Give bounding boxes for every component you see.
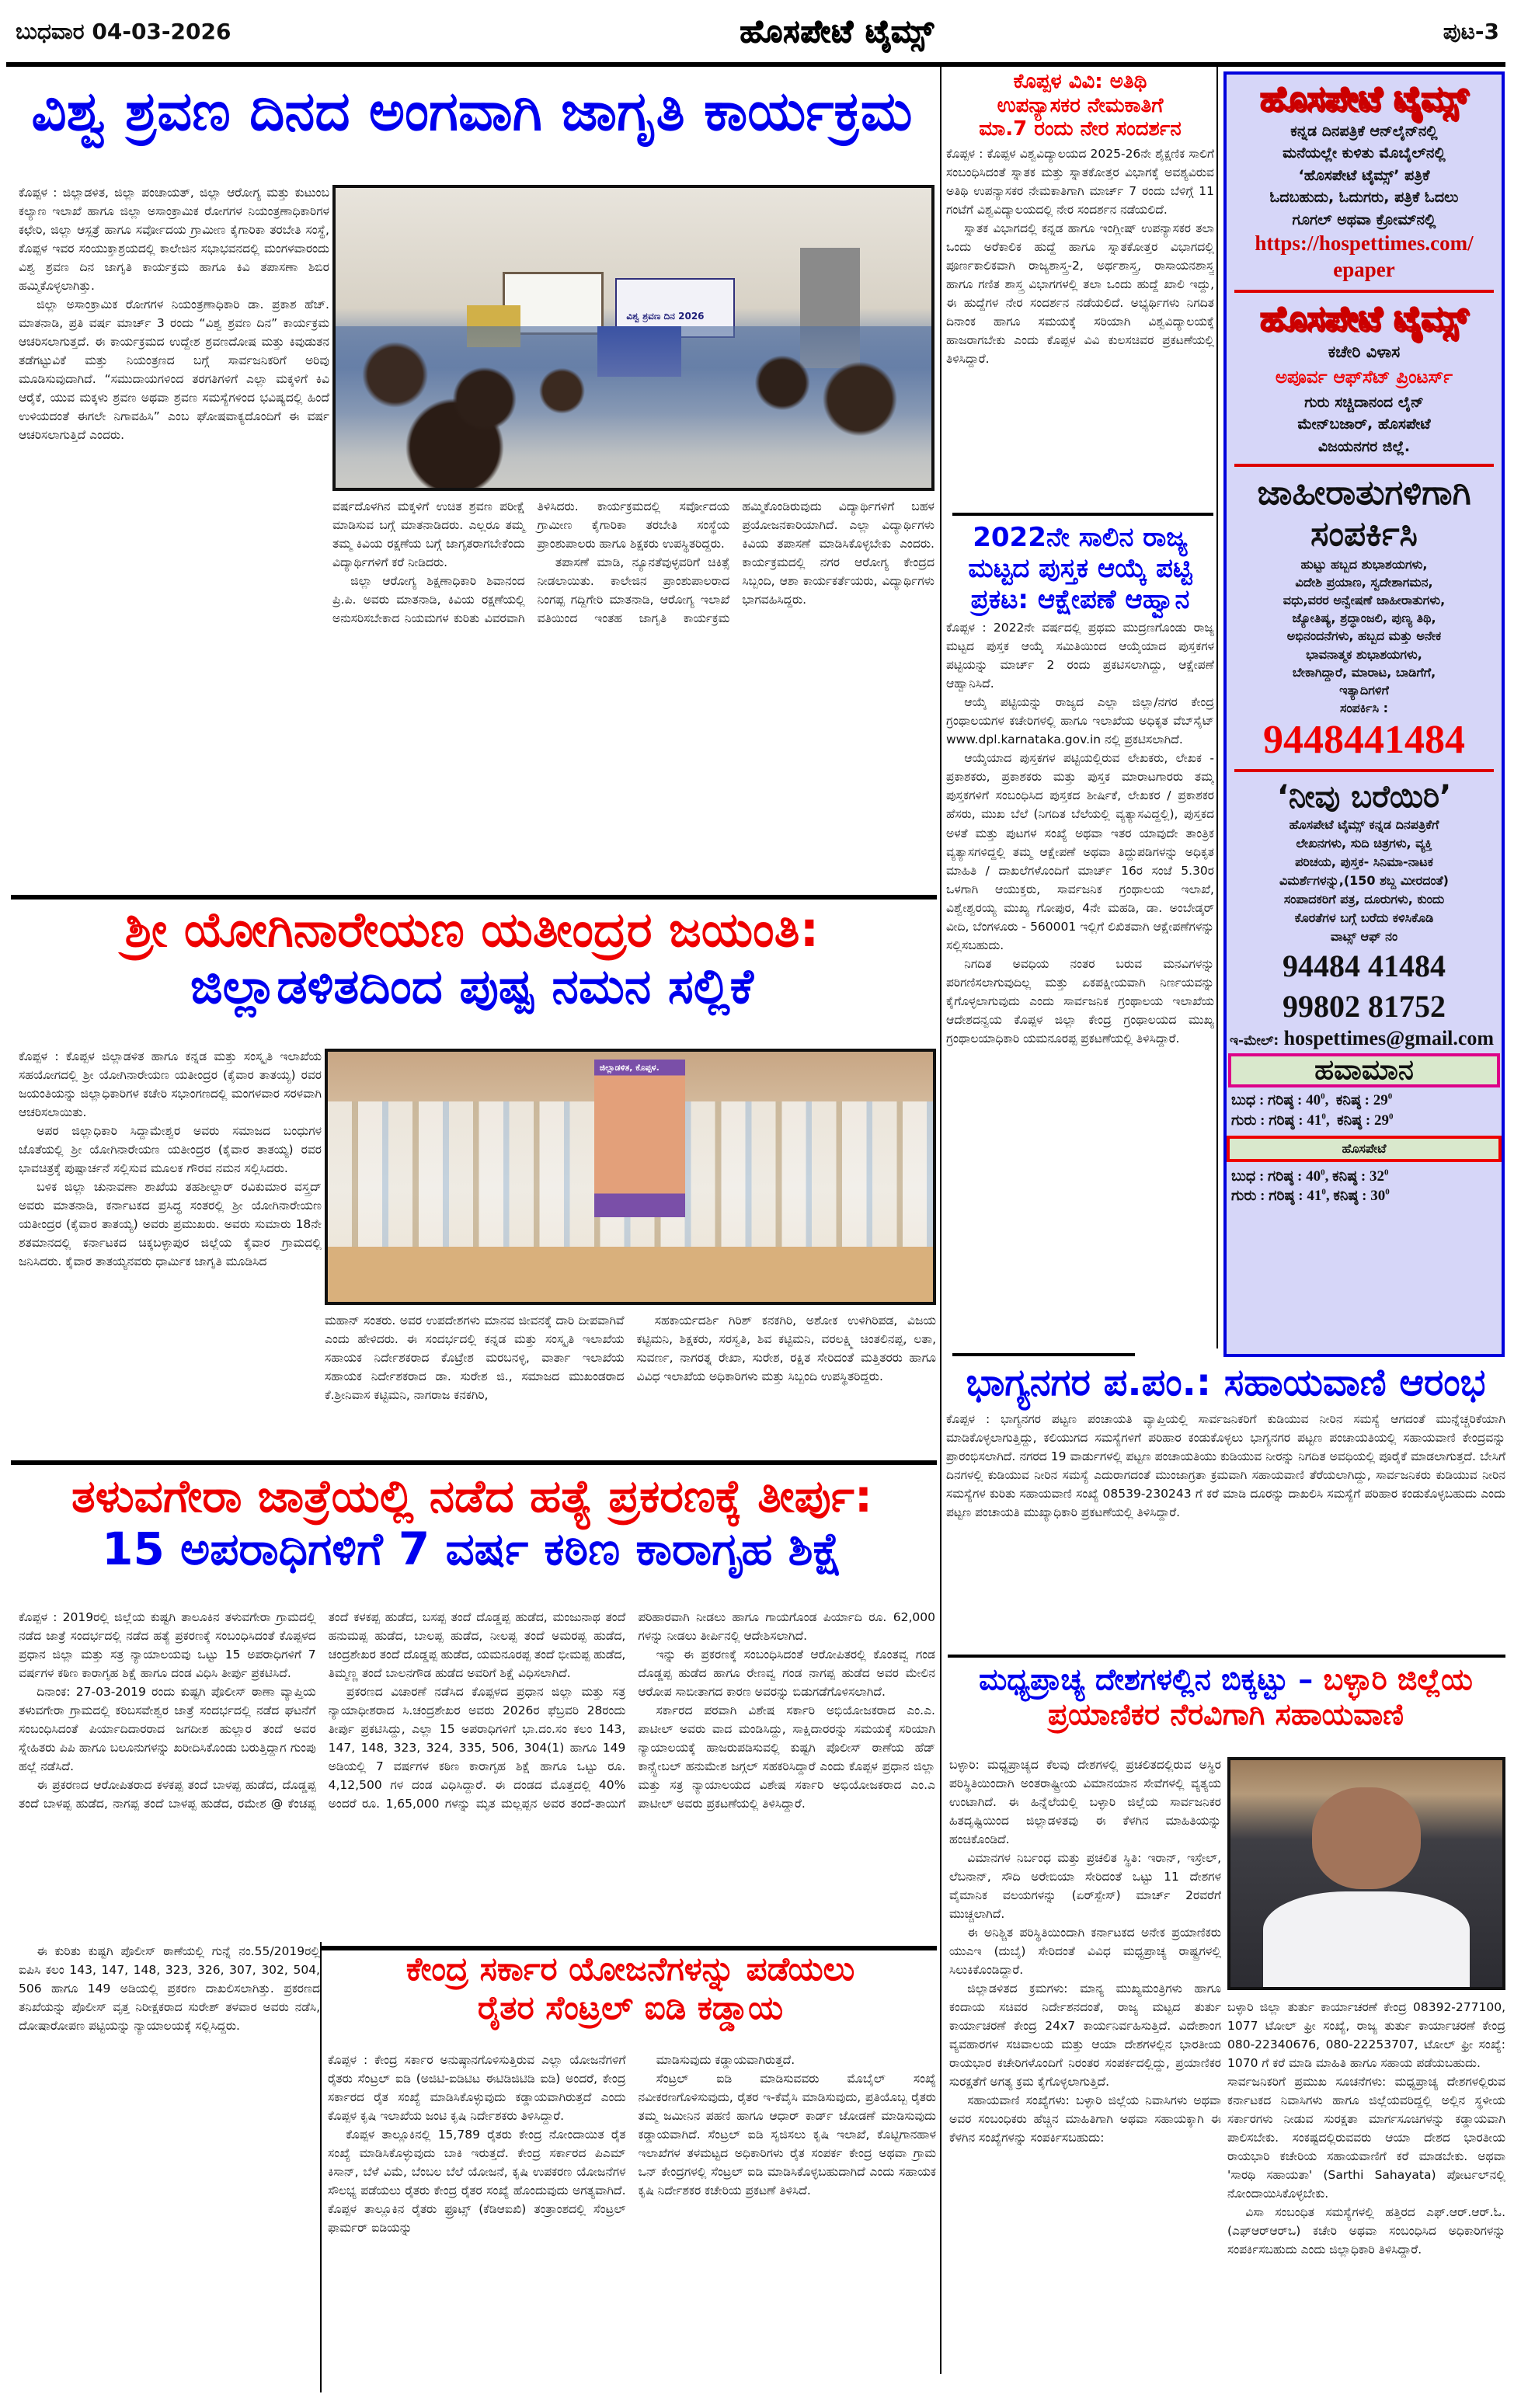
paragraph: ಸಾರ್ವಜನಿಕರಿಗೆ ಪ್ರಮುಖ ಸೂಚನೆಗಳು: ಮಧ್ಯಪ್ರಾಚ್ಯ ದೇಶಗಳಲ್ಲಿರುವ ಕರ್ನಾಟಕದ ನಿವಾಸಿಗಳು ಹಾಗೂ ಜಿಲ್ಲೆಯವರಿದ್ದಲ್ಲಿ ಅಲ್ಲಿನ ಸ್ಥಳೀಯ ಸರ್ಕಾರಗಳು ನೀಡುವ ಸುರಕ್ಷತಾ ಮಾರ್ಗಸೂಚಿಗಳನ್ನು ಕಡ್ಡಾಯವಾಗಿ ಪಾಲಿಸಬೇಕು. ಸಂಕಷ್ಟದಲ್ಲಿರುವವರು ಆಯಾ ದೇಶದ ಭಾರತೀಯ ರಾಯಭಾರಿ ಕಚೇರಿಯ ಸಹಾಯವಾಣಿಗೆ ಕರೆ ಮಾಡಬೇಕು. ಅಥವಾ 'ಸಾರಥಿ ಸಹಾಯತಾ' (Sarthi Sahayata) ಪೋರ್ಟಲ್‌ನಲ್ಲಿ ನೋಂದಾಯಿಸಿಕೊಳ್ಳಬೇಕು. bbox=[1227, 2075, 1505, 2201]
column-divider bbox=[1216, 67, 1218, 1348]
ads-title: ಜಾಹೀರಾತುಗಳಿಗಾಗಿ bbox=[1257, 473, 1471, 513]
column-divider bbox=[320, 1942, 322, 2392]
weather-panel bbox=[1227, 1053, 1502, 1206]
paragraph: ಮಾಡಿಸುವುದು ಕಡ್ಡಾಯವಾಗಿರುತ್ತದೆ. bbox=[656, 2053, 795, 2067]
ads-title: ಸಂಪರ್ಕಿಸಿ bbox=[1310, 513, 1418, 554]
write-to-us bbox=[1227, 778, 1502, 1050]
article-body bbox=[19, 1608, 935, 1942]
paragraph: ಕೊಪ್ಪಳ : ಜಿಲ್ಲಾಡಳಿತ, ಜಿಲ್ಲಾ ಪಂಚಾಯತ್, ಜಿಲ್ಲಾ ಆರೋಗ್ಯ ಮತ್ತು ಕುಟುಂಬ ಕಲ್ಯಾಣ ಇಲಾಖೆ ಹಾಗೂ ಜಿಲ್ಲಾ ಅಸಾಂಕ್ರಾಮಿಕ ರೋಗಗಳ ನಿಯಂತ್ರಣಾಧಿಕಾರಿಗಳ ಕಛೇರಿ, ಜಿಲ್ಲಾ ಆಸ್ಪತ್ರೆ ಹಾಗೂ ಸರ್ವೋದಯ ಗ್ರಾಮೀಣ ಕೈಗಾರಿಕಾ ತರಬೇತಿ ಸಂಸ್ಥೆ, ಕೊಪ್ಪಳ ಇವರ ಸಂಯುಕ್ತಾಶ್ರಯದಲ್ಲಿ ಕಾಲೇಜಿನ ಸಭಾಭವನದಲ್ಲಿ ಮಂಗಳವಾರಂದು ವಿಶ್ವ ಶ್ರವಣ ದಿನ ಜಾಗೃತಿ ಕಾರ್ಯಕ್ರಮ ಹಾಗೂ ಕಿವಿ ತಪಾಸಣಾ ಶಿಬಿರ ಹಮ್ಮಿಕೊಳ್ಳಲಾಗಿತ್ತು. bbox=[19, 186, 329, 294]
headline-line2: ಉಪನ್ಯಾಸಕರ ನೇಮಕಾತಿಗೆ bbox=[997, 93, 1164, 117]
paragraph: ಕೊಪ್ಪಳ : ಭಾಗ್ಯನಗರ ಪಟ್ಟಣ ಪಂಚಾಯತಿ ವ್ಯಾಪ್ತಿಯಲ್ಲಿ ಸಾರ್ವಜನಿಕರಿಗೆ ಕುಡಿಯುವ ನೀರಿನ ಸಮಸ್ಯೆ ಆಗದಂತೆ ಮುನ್ನೆಚ್ಚರಿಕೆಯಾಗಿ ಮಾಡಿಕೊಳ್ಳಲಾಗುತ್ತಿದ್ದು, ಕಲಿಯುಗದ ಸಮಸ್ಯೆಗಳಿಗೆ ಪರಿಹಾರ ಕಂಡುಕೊಳ್ಳಲು ಭಾಗ್ಯನಗರ ಪಟ್ಟಣ ಪಂಚಾಯತಿಯಲ್ಲಿ ಸಹಾಯವಾಣಿ ಕೇಂದ್ರವನ್ನು ಪ್ರಾರಂಭಿಸಲಾಗಿದೆ. ನಗರದ 19 ವಾರ್ಡುಗಳಲ್ಲಿ ಪಟ್ಟಣ ಪಂಚಾಯತಿಯು ಕುಡಿಯುವ ನೀರನ್ನು ನಿಗದಿತ ಅವಧಿಯಲ್ಲಿ ಪೂರೈಕೆ ಮಾಡಲಾಗುತ್ತದೆ. ಬೇಸಿಗೆ ದಿನಗಳಲ್ಲಿ ಕುಡಿಯುವ ನೀರಿನ ಸಮಸ್ಯೆ ಎದುರಾಗದಂತೆ ಮುಂಜಾಗ್ರತಾ ಕ್ರಮವಾಗಿ ಸಹಾಯವಾಣಿ ತೆರೆಯಲಾಗಿದ್ದು, ಸಾರ್ವಜನಿಕರು ಕುಡಿಯುವ ನೀರಿನ ಸಮಸ್ಯೆಗಳ ಕುರಿತು ಸಹಾಯವಾಣಿ ಸಂಖ್ಯೆ 08539-230243 ಗೆ ಕರೆ ಮಾಡಿ ದೂರನ್ನು ದಾಖಲಿಸಿ ಸಮಸ್ಯೆಗೆ ಪರಿಹಾರ ಕಂಡುಕೊಳ್ಳಬಹುದು ಎಂದು ಪಟ್ಟಣ ಪಂಚಾಯತಿ ಮುಖ್ಯಾಧಿಕಾರಿ ಪ್ರಕಟಣೆಯಲ್ಲಿ ತಿಳಿಸಿದ್ದಾರೆ. bbox=[946, 1411, 1505, 1519]
section-divider bbox=[1234, 769, 1494, 772]
promo-line: ಮನೆಯಲ್ಲೇ ಕುಳಿತು ಮೊಬೈಲ್‌ನಲ್ಲಿ bbox=[1283, 144, 1446, 162]
district-official-photo bbox=[1227, 1757, 1505, 1990]
newspaper-title: ಹೊಸಪೇಟೆ ಟೈಮ್ಸ್ bbox=[740, 14, 935, 50]
address-line: ಮೇನ್‌ಬಜಾರ್, ಹೊಸಪೇಟೆ bbox=[1297, 416, 1431, 433]
article-body bbox=[946, 618, 1214, 1317]
event-photo-classroom bbox=[332, 185, 935, 491]
headline-line1: ಕೊಪ್ಪಳ ವಿವಿ: ಅತಿಥಿ bbox=[1013, 70, 1147, 93]
address-line: ಗುರು ಸಚ್ಚಿದಾನಂದ ಲೈನ್ bbox=[1304, 393, 1424, 411]
paragraph: ಅಪರ ಜಿಲ್ಲಾಧಿಕಾರಿ ಸಿದ್ದಾಮೇಶ್ವರ ಅವರು ಸಮಾಜದ ಬಂಧುಗಳ ಜೊತೆಯಲ್ಲಿ ಶ್ರೀ ಯೋಗಿನಾರೇಯಣ ಯತೀಂದ್ರರ (ಕೈವಾರ ತಾತಯ್ಯ) ರವರ ಭಾವಚಿತ್ರಕ್ಕೆ ಪುಷ್ಪಾರ್ಚನೆ ಸಲ್ಲಿಸುವ ಮೂಲಕ ಗೌರವ ನಮನ ಸಲ್ಲಿಸಿದರು. bbox=[19, 1124, 322, 1176]
paragraph: ಜಿಲ್ಲಾ ಆರೋಗ್ಯ ಶಿಕ್ಷಣಾಧಿಕಾರಿ ಶಿವಾನಂದ ಪ್ರಿ.ಪಿ. ಅವರು ಮಾತನಾಡಿ, ಕಿವಿಯ ರಕ್ಷಣೆಯಲ್ಲಿ ಅನುಸರಿಸಬೇಕಾದ ನಿಯಮಗಳ ಕುರಿತು ವಿವರವಾಗಿ ತಿಳಿಸಿದರು. ಕಾರ್ಯಕ್ರಮದಲ್ಲಿ ಸರ್ವೋದಯ ಗ್ರಾಮೀಣ ಕೈಗಾರಿಕಾ ತರಬೇತಿ ಸಂಸ್ಥೆಯ ಪ್ರಾಂಶುಪಾಲರು ಹಾಗೂ ಶಿಕ್ಷಕರು ಉಪಸ್ಥಿತರಿದ್ದರು. bbox=[332, 499, 730, 626]
ads-line: ಇತ್ಯಾದಿಗಳಿಗೆ bbox=[1339, 683, 1389, 698]
column-divider bbox=[940, 67, 941, 2374]
paragraph: ಕೊಪ್ಪಳ : 2022ನೇ ವರ್ಷದಲ್ಲಿ ಪ್ರಥಮ ಮುದ್ರಣಗೊಂಡು ರಾಜ್ಯ ಮಟ್ಟದ ಪುಸ್ತಕ ಆಯ್ಕೆ ಸಮಿತಿಯಿಂದ ಆಯ್ಕೆಯಾದ ಪುಸ್ತಕಗಳ ಪಟ್ಟಿಯನ್ನು ಮಾರ್ಚ್ 2 ರಂದು ಪ್ರಕಟಿಸಲಾಗಿದ್ದು, ಆಕ್ಷೇಪಣೆ ಆಹ್ವಾನಿಸಿದೆ. bbox=[946, 621, 1214, 691]
promo-line: ಗೂಗಲ್ ಅಥವಾ ಕ್ರೋಮ್‌ನಲ್ಲಿ bbox=[1292, 211, 1436, 228]
epaper-promo bbox=[1227, 75, 1502, 284]
paragraph: ಆಯ್ಕೆಯಾದ ಪುಸ್ತಕಗಳ ಪಟ್ಟಿಯಲ್ಲಿರುವ ಲೇಖಕರು, ಲೇಖಕ - ಪ್ರಕಾಶಕರು, ಪ್ರಕಾಶಕರು ಮತ್ತು ಪುಸ್ತಕ ಮಾರಾಟಗಾರರು ತಮ್ಮ ಪುಸ್ತಕಗಳಿಗೆ ಸಂಬಂಧಿಸಿದ ಪುಸ್ತಕದ ಶೀರ್ಷಿಕೆ, ಲೇಖಕರ / ಪ್ರಕಾಶಕರ ಹೆಸರು, ಮುಖ ಬೆಲೆ (ನಿಗದಿತ ಬೆಲೆಯಲ್ಲಿ ವ್ಯತ್ಯಾಸವಿದ್ದಲ್ಲಿ), ಪುಸ್ತಕದ ಅಳತೆ ಮತ್ತು ಪುಟಗಳ ಸಂಖ್ಯೆ ಅಥವಾ ಇತರ ಯಾವುದೇ ತಾಂತ್ರಿಕ ವ್ಯತ್ಯಾಸಗಳಿದ್ದಲ್ಲಿ ತಮ್ಮ ಆಕ್ಷೇಪಣೆ ಅಥವಾ ತಿದ್ದುಪಡಿಗಳನ್ನು ಅಧಿಕೃತ ಮಾಹಿತಿ / ದಾಖಲೆಗಳೊಂದಿಗೆ ಮಾರ್ಚ್ 16ರ ಸಂಜೆ 5.30ರ ಒಳಗಾಗಿ ಆಯುಕ್ತರು, ಸಾರ್ವಜನಿಕ ಗ್ರಂಥಾಲಯ ಇಲಾಖೆ, ವಿಶ್ವೇಶ್ವರಯ್ಯ ಮುಖ್ಯ ಗೋಪುರ, 4ನೇ ಮಹಡಿ, ಡಾ. ಅಂಬೇಡ್ಕರ್ ವೀದಿ, ಬೆಂಗಳೂರು - 560001 ಇಲ್ಲಿಗೆ ಲಿಖಿತವಾಗಿ ಆಕ್ಷೇಪಣೆಗಳನ್ನು ಸಲ್ಲಿಸಬಹುದು. bbox=[946, 751, 1214, 952]
article-body bbox=[949, 1756, 1221, 2392]
ads-line: ಅಭಿನಂದನೆಗಳು, ಹಬ್ಬದ ಮತ್ತು ಅನೇಕ bbox=[1286, 628, 1442, 644]
issue-date: ಬುಧವಾರ 04-03-2026 bbox=[16, 19, 231, 44]
epaper-link[interactable]: https://hospettimes.com/ epaper bbox=[1255, 231, 1474, 282]
paragraph: ತಪಾಸಣೆ ಮಾಡಿ, ನ್ಯೂನತೆವುಳ್ಳವರಿಗೆ ಚಿಕಿತ್ಸೆ ನೀಡಲಾಯಿತು. ಕಾಲೇಜಿನ ಪ್ರಾಂಶುಪಾಲರಾದ ನಿಂಗಪ್ಪ ಗದ್ದಿಗೇರಿ ಮಾತನಾಡಿ, ಆರೋಗ್ಯ ಇಲಾಖೆ ವತಿಯಿಂದ ಇಂತಹ ಜಾಗೃತಿ ಕಾರ್ಯಕ್ರಮ ಹಮ್ಮಿಕೊಂಡಿರುವುದು ವಿದ್ಯಾರ್ಥಿಗಳಿಗೆ ಬಹಳ ಪ್ರಯೋಜನಕಾರಿಯಾಗಿದೆ. ಎಲ್ಲಾ ವಿದ್ಯಾರ್ಥಿಗಳು ಕಿವಿಯ ತಪಾಸಣೆ ಮಾಡಿಸಿಕೊಳ್ಳಬೇಕು ಎಂದರು. ಕಾರ್ಯಕ್ರಮದಲ್ಲಿ ನಗರ ಆರೋಗ್ಯ ಕೇಂದ್ರದ ಸಿಬ್ಬಂದಿ, ಆಶಾ ಕಾರ್ಯಕರ್ತೆಯರು, ವಿದ್ಯಾರ್ಥಿಗಳು ಭಾಗವಹಿಸಿದ್ದರು. bbox=[537, 499, 935, 626]
headline-line1: ಮಧ್ಯಪ್ರಾಚ್ಯ ದೇಶಗಳಲ್ಲಿನ ಬಿಕ್ಕಟ್ಟು – ಬಳ್ಳಾರಿ ಜಿಲ್ಲೆಯ bbox=[979, 1662, 1473, 1696]
printer-name: ಅಪೂರ್ವ ಆಫ್‌ಸೆಟ್ ಪ್ರಿಂಟರ್ಸ್ bbox=[1275, 367, 1453, 388]
address-line: ವಿಜಯನಗರ ಜಿಲ್ಲೆ. bbox=[1317, 437, 1411, 455]
headline-line3: ಪ್ರಕಟ: ಆಕ್ಷೇಪಣೆ ಆಹ್ವಾನ bbox=[970, 584, 1190, 616]
shirt bbox=[1263, 1891, 1470, 1987]
paragraph: ಈ ಪ್ರಕರಣದ ಆರೋಪಿತರಾದ ಕಳಕಪ್ಪ ತಂದೆ ಬಾಳಪ್ಪ ಹುಡೆದ, ದೊಡ್ಡಪ್ಪ ತಂದೆ ಬಾಳಪ್ಪ ಹುಡೆದ, ನಾಗಪ್ಪ ತಂದೆ ಬಾಳಪ್ಪ ಹುಡೆದ, ರಮೇಶ @ ಕೆಂಚಪ್ಪ ತಂದೆ ಕಳಕಪ್ಪ ಹುಡೆದ, ಬಸಪ್ಪ ತಂದೆ ದೊಡ್ಡಪ್ಪ ಹುಡೆದ, ಮಂಜುನಾಥ ತಂದೆ ಹನುಮಪ್ಪ ಹುಡೆದ, ಬಾಲಪ್ಪ ಹುಡೆದ, ನೀಲಪ್ಪ ತಂದೆ ಅಮರಪ್ಪ ಹುಡೆದ, ಚಂದ್ರಶೇಖರ ತಂದೆ ದೊಡ್ಡಪ್ಪ ಹುಡೆದ, ಯಮನೂರಪ್ಪ ತಂದೆ ಭೀಮಪ್ಪ ಹುಡೆದ, ತಿಮ್ಮಣ್ಣ ತಂದೆ ಬಾಲನಗೌಡ ಹುಡೆದ ಅವರಿಗೆ ಶಿಕ್ಷೆ ವಿಧಿಸಲಾಗಿದೆ. bbox=[19, 1610, 626, 1811]
headline-line2: 15 ಅಪರಾಧಿಗಳಿಗೆ 7 ವರ್ಷ ಕಠಿಣ ಕಾರಾಗೃಹ ಶಿಕ್ಷೆ bbox=[102, 1522, 842, 1576]
email-link[interactable]: hospettimes@gmail.com bbox=[1283, 1027, 1495, 1050]
masthead bbox=[16, 0, 1499, 64]
page-number: ಪುಟ-3 bbox=[1443, 19, 1499, 44]
article-divider bbox=[11, 895, 937, 900]
whatsapp-number[interactable]: 99802 81752 bbox=[1283, 989, 1446, 1025]
paragraph: ಬಳಿಕ ಜಿಲ್ಲಾ ಚುನಾವಣಾ ಶಾಖೆಯ ತಹಶೀಲ್ದಾರ್ ರವಿಕುಮಾರ ವಸ್ತ್ರದ್ ಅವರು ಮಾತನಾಡಿ, ಕರ್ನಾಟಕದ ಪ್ರಸಿದ್ಧ ಸಂತರಲ್ಲಿ ಶ್ರೀ ಯೋಗಿನಾರೇಯಣ ಯತೀಂದ್ರರ (ಕೈವಾರ ತಾತಯ್ಯ) ಅವರು ಪ್ರಮುಖರು. ಅವರು ಸುಮಾರು 18ನೇ ಶತಮಾನದಲ್ಲಿ ಕರ್ನಾಟಕದ ಚಿಕ್ಕಬಳ್ಳಾಪುರ ಜಿಲ್ಲೆಯ ಕೈವಾರ ಗ್ರಾಮದಲ್ಲಿ ಜನಿಸಿದರು. ಕೈವಾರ ತಾತಯ್ಯನವರು ಧಾರ್ಮಿಕ ಜಾಗೃತಿ ಮೂಡಿಸಿದ bbox=[19, 1180, 322, 1269]
promo-line: ‘ಹೊಸಪೇಟೆ ಟೈಮ್ಸ್’ ಪತ್ರಿಕೆ bbox=[1298, 166, 1430, 184]
headline: ವಿಶ್ವ ಶ್ರವಣ ದಿನದ ಅಂಗವಾಗಿ ಜಾಗೃತಿ ಕಾರ್ಯಕ್ರಮ bbox=[31, 79, 913, 143]
paragraph: ಸಹಾಯವಾಣಿ ಸಂಖ್ಯೆಗಳು: ಬಳ್ಳಾರಿ ಜಿಲ್ಲೆಯ ನಿವಾಸಿಗಳು ಅಥವಾ ಅವರ ಸಂಬಂಧಿಕರು ಹೆಚ್ಚಿನ ಮಾಹಿತಿಗಾಗಿ ಅಥವಾ ಸಹಾಯಕ್ಕಾಗಿ ಈ ಕೆಳಗಿನ ಸಂಖ್ಯೆಗಳನ್ನು ಸಂಪರ್ಕಿಸಬಹುದು: bbox=[949, 2093, 1221, 2145]
portrait-poster: ಜಿಲ್ಲಾಡಳಿತ, ಕೊಪ್ಪಳ. bbox=[594, 1060, 685, 1217]
headline-line2: ಪ್ರಯಾಣಿಕರ ನೆರವಿಗಾಗಿ ಸಹಾಯವಾಣಿ bbox=[1047, 1696, 1404, 1731]
weather-title: ಹವಾಮಾನ bbox=[1228, 1053, 1500, 1087]
masthead-rule bbox=[6, 62, 1505, 67]
article-divider bbox=[11, 1460, 937, 1465]
section-divider bbox=[1234, 464, 1494, 467]
office-label: ಕಚೇರಿ ವಿಳಾಸ bbox=[1328, 342, 1401, 361]
article-body-continued bbox=[1227, 1998, 1505, 2394]
ads-line: ವಧು,ವರರ ಅನ್ವೇಷಣೆ ಜಾಹೀರಾತುಗಳು, bbox=[1283, 593, 1446, 608]
write-line: ಕೊರತೆಗಳ ಬಗ್ಗೆ ಬರೆದು ಕಳಿಸಿಕೊಡಿ bbox=[1294, 910, 1434, 926]
article-divider bbox=[952, 513, 1213, 516]
paragraph: ಕೊಪ್ಪಳ : 2019ರಲ್ಲಿ ಜಿಲ್ಲೆಯ ಕುಷ್ಟಗಿ ತಾಲೂಕಿನ ತಳುವಗೇರಾ ಗ್ರಾಮದಲ್ಲಿ ನಡೆದ ಜಾತ್ರೆ ಸಂದರ್ಭದಲ್ಲಿ ನಡೆದ ಹತ್ಯೆ ಪ್ರಕರಣಕ್ಕೆ ಸಂಬಂಧಿಸಿದಂತೆ ಕೊಪ್ಪಳದ ಪ್ರಧಾನ ಜಿಲ್ಲಾ ಮತ್ತು ಸತ್ರ ನ್ಯಾಯಾಲಯವು ಒಟ್ಟು 15 ಅಪರಾಧಿಗಳಿಗೆ 7 ವರ್ಷಗಳ ಕಠಿಣ ಕಾರಾಗೃಹ ಶಿಕ್ಷೆ ಹಾಗೂ ದಂಡ ವಿಧಿಸಿ ತೀರ್ಪು ಪ್ರಕಟಿಸಿದೆ. bbox=[19, 1610, 316, 1681]
paragraph: ನಿಗದಿತ ಅವಧಿಯ ನಂತರ ಬರುವ ಮನವಿಗಳನ್ನು ಪರಿಗಣಿಸಲಾಗುವುದಿಲ್ಲ ಮತ್ತು ಏಕಪಕ್ಷೀಯವಾಗಿ ನಿರ್ಣಯವನ್ನು ಕೈಗೊಳ್ಳಲಾಗುವುದು ಎಂದು ಸಾರ್ವಜನಿಕ ಗ್ರಂಥಾಲಯ ಇಲಾಖೆಯ ಆದೇಶದನ್ವಯ ಕೊಪ್ಪಳ ಜಿಲ್ಲಾ ಕೇಂದ್ರ ಗ್ರಂಥಾಲಯದ ಮುಖ್ಯ ಗ್ರಂಥಾಲಯಾಧಿಕಾರಿ ಯಮನೂರಪ್ಪ ಪ್ರಕಟಣೆಯಲ್ಲಿ ತಿಳಿಸಿದ್ದಾರೆ. bbox=[946, 956, 1214, 1046]
write-line: ಪರಿಚಯ, ಪುಸ್ತಕ- ಸಿನಿಮಾ-ನಾಟಕ bbox=[1295, 854, 1433, 870]
article-body bbox=[946, 144, 1214, 478]
paragraph: ಕೊಪ್ಪಳ : ಕೊಪ್ಪಳ ಜಿಲ್ಲಾಡಳಿತ ಹಾಗೂ ಕನ್ನಡ ಮತ್ತು ಸಂಸ್ಕೃತಿ ಇಲಾಖೆಯ ಸಹಯೋಗದಲ್ಲಿ ಶ್ರೀ ಯೋಗಿನಾರೇಯಣ ಯತೀಂದ್ರರ (ಕೈವಾರ ತಾತಯ್ಯ) ರವರ ಜಯಂತಿಯನ್ನು ಜಿಲ್ಲಾಧಿಕಾರಿಗಳ ಕಚೇರಿ ಸಭಾಂಗಣದಲ್ಲಿ ಮಂಗಳವಾರ ಸರಳವಾಗಿ ಆಚರಿಸಲಾಯಿತು. bbox=[19, 1049, 322, 1120]
headline: ಭಾಗ್ಯನಗರ ಪ.ಪಂ.: ಸಹಾಯವಾಣಿ ಆರಂಭ bbox=[966, 1361, 1486, 1404]
write-line: ಲೇಖನಗಳು, ಸುದಿ ಚಿತ್ರಗಳು, ವ್ಯಕ್ತಿ bbox=[1296, 836, 1432, 851]
students bbox=[336, 326, 931, 488]
ads-line: ಹುಟ್ಟು ಹಬ್ಬದ ಶುಭಾಶಯಗಳು, bbox=[1300, 556, 1428, 572]
paragraph: ಪ್ರಕರಣದ ವಿಚಾರಣೆ ನಡೆಸಿದ ಕೊಪ್ಪಳದ ಪ್ರಧಾನ ಜಿಲ್ಲಾ ಮತ್ತು ಸತ್ರ ನ್ಯಾಯಾಧೀಶರಾದ ಸಿ.ಚಂದ್ರಶೇಖರ ಅವರು 2026ರ ಫೆಬ್ರವರಿ 28ರಂದು ತೀರ್ಪು ಪ್ರಕಟಿಸಿದ್ದು, ಎಲ್ಲಾ 15 ಅಪರಾಧಿಗಳಿಗೆ ಭಾ.ದಂ.ಸಂ ಕಲಂ 143, 147, 148, 323, 324, 335, 506, 304(1) ಹಾಗೂ 149 ಅಡಿಯಲ್ಲಿ 7 ವರ್ಷಗಳ ಕಠಿಣ ಕಾರಾಗೃಹ ಶಿಕ್ಷೆ ಹಾಗೂ ಒಟ್ಟು ರೂ. 4,12,500 ಗಳ ದಂಡ ವಿಧಿಸಿದ್ದಾರೆ. ಈ ದಂಡದ ಮೊತ್ತದಲ್ಲಿ 40% ಅಂದರೆ ರೂ. 1,65,000 ಗಳನ್ನು ಮೃತ ಮಲ್ಲಪ್ಪನ ಅವರ ತಂದೆ-ತಾಯಿಗೆ ಪರಿಹಾರವಾಗಿ ನೀಡಲು ಹಾಗೂ ಗಾಯಗೊಂಡ ಪಿರ್ಯಾದಿ ರೂ. 62,000 ಗಳನ್ನು ನೀಡಲು ತೀರ್ಪಿನಲ್ಲಿ ಆದೇಶಿಸಲಾಗಿದೆ. bbox=[328, 1610, 935, 1811]
write-title: ‘ನೀವು ಬರೆಯಿರಿ’ bbox=[1276, 779, 1452, 816]
weather-region-hospet: ಹೊಸಪೇಟೆ bbox=[1227, 1136, 1502, 1162]
paragraph: ಸರ್ಕಾರದ ಪರವಾಗಿ ವಿಶೇಷ ಸರ್ಕಾರಿ ಅಭಿಯೋಜಕರಾದ ಎಂ.ಎ. ಪಾಟೀಲ್ ಅವರು ವಾದ ಮಂಡಿಸಿದ್ದು, ಸಾಕ್ಷಿದಾರರನ್ನು ಸಮಯಕ್ಕೆ ಸರಿಯಾಗಿ ನ್ಯಾಯಾಲಯಕ್ಕೆ ಹಾಜರುಪಡಿಸುವಲ್ಲಿ ಕುಷ್ಟಗಿ ಪೊಲೀಸ್ ಠಾಣೆಯ ಹೆಡ್ ಕಾನ್ಸ್ಟೇಬಲ್ ಹನುಮೇಶ ಜಗ್ಗಲ್ ಸಹಕರಿಸಿದ್ದಾರೆ ಎಂದು ಕೊಪ್ಪಳ ಪ್ರಧಾನ ಜಿಲ್ಲಾ ಮತ್ತು ಸತ್ರ ನ್ಯಾಯಾಲಯದ ವಿಶೇಷ ಸರ್ಕಾರಿ ಅಭಿಯೋಜಕರಾದ ಎಂ.ಎ ಪಾಟೀಲ್ ಅವರು ಪ್ರಕಟಣೆಯಲ್ಲಿ ತಿಳಿಸಿದ್ದಾರೆ. bbox=[638, 1703, 935, 1811]
email-row bbox=[1227, 1027, 1502, 1050]
paragraph: ಆಯ್ಕೆ ಪಟ್ಟಿಯನ್ನು ರಾಜ್ಯದ ಎಲ್ಲಾ ಜಿಲ್ಲಾ/ನಗರ ಕೇಂದ್ರ ಗ್ರಂಥಾಲಯಗಳ ಕಚೇರಿಗಳಲ್ಲಿ ಹಾಗೂ ಇಲಾಖೆಯ ಅಧಿಕೃತ ವೆಬ್‌ಸೈಟ್ www.dpl.karnataka.gov.in ನಲ್ಲಿ ಪ್ರಕಟಿಸಲಾಗಿದೆ. bbox=[946, 695, 1214, 747]
paragraph: ಕೊಪ್ಪಳ ತಾಲ್ಲೂಕಿನಲ್ಲಿ 15,789 ರೈತರು ಕೇಂದ್ರ ನೋಂದಾಯಿತ ರೈತ ಸಂಖ್ಯೆ ಮಾಡಿಸಿಕೊಳ್ಳುವುದು ಬಾಕಿ ಇರುತ್ತದೆ. ಕೇಂದ್ರ ಸರ್ಕಾರದ ಪಿಎಮ್ ಕಿಸಾನ್, ಬೆಳೆ ವಿಮೆ, ಬೆಂಬಲ ಬೆಲೆ ಯೋಜನೆ, ಕೃಷಿ ಉಪಕರಣ ಯೋಜನೆಗಳ ಸೌಲಭ್ಯ ಪಡೆಯಲು ರೈತರು ಕೇಂದ್ರ ರೈತರ ಸಂಖ್ಯೆ ಹೊಂದುವುದು ಅಗತ್ಯವಾಗಿದೆ. ಕೊಪ್ಪಳ ತಾಲ್ಲೂಕಿನ ರೈತರು ಫ್ರೂಟ್ಸ್ (ಕೆಡಿಆಐಖಿ) ತಂತ್ರಾಂಶದಲ್ಲಿ ಸೆಂಟ್ರಲ್ ಫಾರ್ಮರ್ ಐಡಿಯನ್ನು bbox=[328, 2128, 626, 2236]
paragraph: ಬಳ್ಳಾರಿ: ಮಧ್ಯಪ್ರಾಚ್ಯದ ಕೆಲವು ದೇಶಗಳಲ್ಲಿ ಪ್ರಚಲಿತದಲ್ಲಿರುವ ಅಸ್ಥಿರ ಪರಿಸ್ಥಿತಿಯಿಂದಾಗಿ ಅಂತರಾಷ್ಟ್ರೀಯ ವಿಮಾನಯಾನ ಸೇವೆಗಳಲ್ಲಿ ವ್ಯತ್ಯಯ ಉಂಟಾಗಿದೆ. ಈ ಹಿನ್ನೆಲೆಯಲ್ಲಿ ಬಳ್ಳಾರಿ ಜಿಲ್ಲೆಯ ಸಾರ್ವಜನಿಕರ ಹಿತದೃಷ್ಟಿಯಿಂದ ಜಿಲ್ಲಾಡಳಿತವು ಈ ಕೆಳಗಿನ ಮಾಹಿತಿಯನ್ನು ಹಂಚಿಕೊಂಡಿದೆ. bbox=[949, 1758, 1221, 1847]
article-body-continued bbox=[19, 1942, 320, 2392]
promo-line: ಓದಬಹುದು, ಓದುಗರು, ಪತ್ರಿಕೆ ಓದಲು bbox=[1269, 189, 1459, 207]
paragraph: ಬಳ್ಳಾರಿ ಜಿಲ್ಲಾ ತುರ್ತು ಕಾರ್ಯಾಚರಣೆ ಕೇಂದ್ರ 08392-277100, 1077 ಟೋಲ್ ಫ್ರೀ ಸಂಖ್ಯೆ, ರಾಜ್ಯ ತುರ್ತು ಕಾರ್ಯಾಚರಣೆ ಕೇಂದ್ರ 080-22340676, 080-22253707, ಟೋಲ್ ಫ್ರೀ ಸಂಖ್ಯೆ: 1070 ಗೆ ಕರೆ ಮಾಡಿ ಮಾಹಿತಿ ಹಾಗೂ ಸಹಾಯ ಪಡೆಯಬಹುದು. bbox=[1227, 2000, 1505, 2071]
office-address bbox=[1227, 299, 1502, 458]
ads-phone-number[interactable]: 9448441484 bbox=[1263, 718, 1465, 763]
ads-line: ಬೇಕಾಗಿದ್ದಾರೆ, ಮಾರಾಟ, ಬಾಡಿಗೆಗೆ, bbox=[1292, 664, 1436, 680]
paragraph: ವರ್ಷದೊಳಗಿನ ಮಕ್ಕಳಿಗೆ ಉಚಿತ ಶ್ರವಣ ಪರೀಕ್ಷೆ ಮಾಡಿಸುವ ಬಗ್ಗೆ ಮಾತನಾಡಿದರು. ಎಲ್ಲರೂ ತಮ್ಮ ತಮ್ಮ ಕಿವಿಯ ರಕ್ಷಣೆಯ ಬಗ್ಗೆ ಜಾಗೃತರಾಗಬೇಕೆಂದು ವಿದ್ಯಾರ್ಥಿಗಳಿಗೆ ಕರೆ ನೀಡಿದರು. bbox=[332, 499, 525, 570]
article-body bbox=[946, 1410, 1505, 1620]
section-divider bbox=[1234, 290, 1494, 293]
ads-line: ಜ್ಯೋತಿಷ್ಯ, ಶ್ರದ್ಧಾಂಜಲಿ, ಪುಣ್ಯ ತಿಥಿ, bbox=[1292, 611, 1436, 626]
promo-line: ಕನ್ನಡ ದಿನಪತ್ರಿಕೆ ಆನ್‌ಲೈನ್‌ನಲ್ಲಿ bbox=[1290, 122, 1438, 140]
article-book-selection-list bbox=[946, 522, 1214, 1345]
write-line: ವಿಮರ್ಶೆಗಳನ್ನು,(150 ಶಬ್ದ ಮೀರದಂತೆ) bbox=[1279, 873, 1449, 889]
photo-banner: ವಿಶ್ವ ಶ್ರವಣ ದಿನ 2026 bbox=[615, 278, 734, 338]
paragraph: ಕೊಪ್ಪಳ : ಕೇಂದ್ರ ಸರ್ಕಾರ ಅನುಷ್ಠಾನಗೊಳಿಸುತ್ತಿರುವ ಎಲ್ಲಾ ಯೋಜನೆಗಳಿಗೆ ರೈತರು ಸೆಂಟ್ರಲ್ ಐಡಿ (ಅಜಿಟಿ-ಐಡಿಟಿಟ ಈಟಿಡಿಜಿಟಿಡಿ ಐಡಿ) ಅಂದರೆ, ಕೇಂದ್ರ ಸರ್ಕಾರದ ರೈತ ಸಂಖ್ಯೆ ಮಾಡಿಸಿಕೊಳ್ಳುವುದು ಕಡ್ಡಾಯವಾಗಿರುತ್ತದೆ ಎಂದು ಕೊಪ್ಪಳ ಕೃಷಿ ಇಲಾಖೆಯ ಜಂಟಿ ಕೃಷಿ ನಿರ್ದೇಶಕರು ತಿಳಿಸಿದ್ದಾರೆ. bbox=[328, 2053, 626, 2124]
whatsapp-number[interactable]: 94484 41484 bbox=[1283, 948, 1446, 984]
article-body-continued bbox=[325, 1311, 936, 1443]
paragraph: ಇನ್ನು ಈ ಪ್ರಕರಣಕ್ಕೆ ಸಂಬಂಧಿಸಿದಂತೆ ಆರೋಪಿತರಲ್ಲಿ ಕೊಂತವ್ವ ಗಂಡ ದೊಡ್ಡಪ್ಪ ಹುಡೆದ ಹಾಗೂ ರೇಣವ್ವ ಗಂಡ ನಾಗಪ್ಪ ಹುಡೆದ ಅವರ ಮೇಲಿನ ಆರೋಪ ಸಾಬೀತಾಗದ ಕಾರಣ ಅವರನ್ನು ಬಿಡುಗಡೆಗೊಳಿಸಲಾಗಿದೆ. bbox=[638, 1648, 935, 1700]
brand-logo: ಹೊಸಪೇಟೆ ಟೈಮ್ಸ್ bbox=[1260, 79, 1468, 119]
ads-line: ಭಾವನಾತ್ಮಕ ಶುಭಾಶಯಗಳು, bbox=[1306, 646, 1422, 662]
face bbox=[1312, 1787, 1421, 1889]
paragraph: ಜಿಲ್ಲಾ ಅಸಾಂಕ್ರಾಮಿಕ ರೋಗಗಳ ನಿಯಂತ್ರಣಾಧಿಕಾರಿ ಡಾ. ಪ್ರಕಾಶ ಹೆಚ್. ಮಾತನಾಡಿ, ಪ್ರತಿ ವರ್ಷ ಮಾರ್ಚ್ 3 ರಂದು “ವಿಶ್ವ ಶ್ರವಣ ದಿನ” ಕಾರ್ಯಕ್ರಮ ಆಚರಿಸಲಾಗುತ್ತದೆ. ಈ ಕಾರ್ಯಕ್ರಮದ ಉದ್ದೇಶ ಶ್ರವಣದೋಷ ಮತ್ತು ಕಿವುಡುತನ ತಡೆಗಟ್ಟುವಿಕೆ ಮತ್ತು ನಿಯಂತ್ರಣದ ಬಗ್ಗೆ ಸಾರ್ವಜನಿಕರಿಗೆ ಅರಿವು ಮೂಡಿಸುವುದಾಗಿದೆ. “ಸಮುದಾಯಗಳಿಂದ ತರಗತಿಗಳಿಗೆ ಎಲ್ಲಾ ಮಕ್ಕಳಿಗೆ ಕಿವಿ ಆರೈಕೆ, ಯುವ ಮಕ್ಕಳು ಶ್ರವಣ ಅಥವಾ ಶ್ರವಣ ಸಮಸ್ಯೆಗಳಿಂದ ಭವಿಷ್ಯದಲ್ಲಿ ಹಿಂದೆ ಉಳಿಯದಂತೆ ಈಗಲೇ ನಿಗಾವಹಿಸಿ” ಎಂಬ ಘೋಷವಾಕ್ಯದೊಂದಿಗೆ ಈ ವರ್ಷ ಆಚರಿಸಲಾಗುತ್ತಿದೆ ಎಂದರು. bbox=[19, 298, 329, 443]
paragraph: ಈ ಕುರಿತು ಕುಷ್ಟಗಿ ಪೊಲೀಸ್ ಠಾಣೆಯಲ್ಲಿ ಗುನ್ನೆ ನಂ.55/2019ರಲ್ಲಿ ಐಪಿಸಿ ಕಲಂ 143, 147, 148, 323, 326, 307, 302, 504, 506 ಹಾಗೂ 149 ಅಡಿಯಲ್ಲಿ ಪ್ರಕರಣ ದಾಖಲಿಸಲಾಗಿತ್ತು. ಪ್ರಕರಣದ ತನಿಖೆಯನ್ನು ಪೊಲೀಸ್ ವೃತ್ತ ನಿರೀಕ್ಷಕರಾದ ಸುರೇಶ್ ತಳವಾರ ಅವರು ನಡೆಸಿ, ದೋಷಾರೋಪಣ ಪಟ್ಟಿಯನ್ನು ನ್ಯಾಯಾಲಯಕ್ಕೆ ಸಲ್ಲಿಸಿದ್ದರು. bbox=[19, 1944, 320, 2034]
event-photo-group bbox=[325, 1049, 936, 1305]
article-koppal-university bbox=[946, 70, 1214, 489]
paragraph: ಸಹಕಾರ್ಯದರ್ಶಿ ಗಿರಿಶ್ ಕನಕಗಿರಿ, ಅಶೋಕ ಉಳಿಗಿರಿಪಡ, ವಿಜಯ ಕಟ್ಟಿಮನಿ, ಶಿಕ್ಷಕರು, ಸರಸ್ವತಿ, ಶಿವ ಕಟ್ಟಿಮನಿ, ವರಲಕ್ಷ್ಮಿ ಚಿಂತಲಿನಪ್ಪ, ಲತಾ, ಸುವರ್ಣ, ನಾಗರತ್ನ ರೇಖಾ, ಸುರೇಶ, ರಕ್ಷಿತ ಸೇರಿದಂತೆ ಮತ್ತಿತರರು ಹಾಗೂ ವಿವಿಧ ಇಲಾಖೆಯ ಅಧಿಕಾರಿಗಳು ಮತ್ತು ಸಿಬ್ಬಂದಿ ಉಪಸ್ಥಿತರಿದ್ದರು. bbox=[636, 1314, 936, 1384]
paragraph: ಈ ಅನಿಶ್ಚಿತ ಪರಿಸ್ಥಿತಿಯಿಂದಾಗಿ ಕರ್ನಾಟಕದ ಅನೇಕ ಪ್ರಯಾಣಿಕರು ಯುಎಇ (ದುಬೈ) ಸೇರಿದಂತೆ ವಿವಿಧ ಮಧ್ಯಪ್ರಾಚ್ಯ ರಾಷ್ಟ್ರಗಳಲ್ಲಿ ಸಿಲುಕಿಕೊಂಡಿದ್ದಾರೆ. bbox=[949, 1926, 1221, 1978]
sidebar-promo-box bbox=[1223, 71, 1505, 1357]
weather-row: ಗುರು : ಗರಿಷ್ಠ : $41^0$, ಕನಿಷ್ಠ : $30^0$ bbox=[1231, 1187, 1390, 1205]
paragraph: ಸ್ನಾತಕ ವಿಭಾಗದಲ್ಲಿ ಕನ್ನಡ ಹಾಗೂ ಇಂಗ್ಲೀಷ್ ಉಪನ್ಯಾಸಕರ ತಲಾ ಒಂದು ಅರೆಕಾಲಿಕ ಹುದ್ದೆ ಹಾಗೂ ಸ್ನಾತಕೋತ್ತರ ವಿಭಾಗದಲ್ಲಿ ಪೂರ್ಣಕಾಲಿಕವಾಗಿ ರಾಜ್ಯಶಾಸ್ತ್ರ-2, ಅರ್ಥಶಾಸ್ತ್ರ, ರಾಸಾಯನಶಾಸ್ತ್ರ ಹಾಗೂ ಗಣಿತ ಶಾಸ್ತ್ರ ವಿಭಾಗಗಳಲ್ಲಿ ತಲಾ ಒಂದು ಹುದ್ದೆ ಖಾಲಿ ಇದ್ದು, ಈ ಹುದ್ದೆಗಳ ನೇರ ಸಂದರ್ಶನ ನಡೆಯಲಿದೆ. ಅಭ್ಯರ್ಥಿಗಳು ನಿಗದಿತ ದಿನಾಂಕ ಹಾಗೂ ಸಮಯಕ್ಕೆ ಸರಿಯಾಗಿ ವಿಶ್ವವಿದ್ಯಾಲಯಕ್ಕೆ ಹಾಜರಾಗಬೇಕು ಎಂದು ಕೊಪ್ಪಳ ವಿವಿ ಕುಲಸಚಿವರ ಪ್ರಕಟಣೆಯಲ್ಲಿ ತಿಳಿಸಿದ್ದಾರೆ. bbox=[946, 221, 1214, 367]
article-bhagyanagar-helpline bbox=[946, 1361, 1505, 1633]
advertisement-contact bbox=[1227, 473, 1502, 763]
article-body bbox=[19, 183, 329, 649]
article-divider bbox=[952, 1353, 1135, 1356]
paragraph: ಕೊಪ್ಪಳ : ಕೊಪ್ಪಳ ವಿಶ್ವವಿದ್ಯಾಲಯದ 2025-26ನೇ ಶೈಕ್ಷಣಿಕ ಸಾಲಿಗೆ ಸಂಬಂಧಿಸಿದಂತೆ ಸ್ನಾತಕ ಮತ್ತು ಸ್ನಾತಕೋತ್ತರ ವಿಭಾಗಕ್ಕೆ ಅವಶ್ಯವಿರುವ ಅತಿಥಿ ಉಪನ್ಯಾಸಕರ ನೇಮಕಾತಿಗಾಗಿ ಮಾರ್ಚ್ 7 ರಂದು ಬೆಳಿಗ್ಗೆ 11 ಗಂಟೆಗೆ ವಿಶ್ವವಿದ್ಯಾಲಯದಲ್ಲಿ ನೇರ ಸಂದರ್ಶನ ನಡೆಯಲಿದೆ. bbox=[946, 147, 1214, 217]
paragraph: ವಿಸಾ ಸಂಬಂಧಿತ ಸಮಸ್ಯೆಗಳಲ್ಲಿ ಹತ್ತಿರದ ಎಫ್.ಆರ್.ಆರ್.ಓ. (ಎಫ್‌ಆರ್‌ಆರ್‌ಒ) ಕಚೇರಿ ಅಥವಾ ಸಂಬಂಧಿಸಿದ ಅಧಿಕಾರಿಗಳನ್ನು ಸಂಪರ್ಕಿಸಬಹುದು ಎಂದು ಜಿಲ್ಲಾಧಿಕಾರಿ ತಿಳಿಸಿದ್ದಾರೆ. bbox=[1227, 2205, 1505, 2257]
weather-row: ಬುಧ : ಗರಿಷ್ಠ : $40^0$, ಕನಿಷ್ಠ : $29^0$ bbox=[1231, 1092, 1393, 1109]
write-line: ಸಂಪಾದಕರಿಗೆ ಪತ್ರ, ದೂರುಗಳು, ಕುಂದು bbox=[1283, 892, 1445, 907]
article-divider bbox=[948, 1655, 1505, 1658]
paragraph: ಜಿಲ್ಲಾಡಳಿತದ ಕ್ರಮಗಳು: ಮಾನ್ಯ ಮುಖ್ಯಮಂತ್ರಿಗಳು ಹಾಗೂ ಕಂದಾಯ ಸಚಿವರ ನಿರ್ದೇಶನದಂತೆ, ರಾಜ್ಯ ಮಟ್ಟದ ತುರ್ತು ಕಾರ್ಯಾಚರಣೆ ಕೇಂದ್ರ 24x7 ಕಾರ್ಯನಿರ್ವಹಿಸುತ್ತಿದೆ. ವಿದೇಶಾಂಗ ವ್ಯವಹಾರಗಳ ಸಚಿವಾಲಯ ಮತ್ತು ಆಯಾ ದೇಶಗಳಲ್ಲಿನ ಭಾರತೀಯ ರಾಯಭಾರ ಕಚೇರಿಗಳೊಂದಿಗೆ ನಿರಂತರ ಸಂಪರ್ಕದಲ್ಲಿದ್ದು, ಪ್ರಯಾಣಿಕರ ಸುರಕ್ಷತೆಗೆ ಅಗತ್ಯ ಕ್ರಮ ಕೈಗೊಳ್ಳಲಾಗುತ್ತಿದೆ. bbox=[949, 1982, 1221, 2090]
article-farmer-central-id bbox=[325, 1950, 936, 2043]
paragraph: ಸೆಂಟ್ರಲ್ ಐಡಿ ಮಾಡಿಸುವವರು ಮೊಬೈಲ್ ಸಂಖ್ಯೆ ನವೀಕರಣಗೊಳಿಸುವುದು, ರೈತರ ಇ-ಕೆವೈಸಿ ಮಾಡಿಸುವುದು, ಪ್ರತಿಯೊಬ್ಬ ರೈತರು ತಮ್ಮ ಜಮೀನಿನ ಪಹಣಿ ಹಾಗೂ ಆಧಾರ್ ಕಾರ್ಡ್ ಜೋಡಣೆ ಮಾಡಿಸುವುದು ಕಡ್ಡಾಯವಾಗಿದೆ. ಸೆಂಟ್ರಲ್ ಐಡಿ ಸೃಜಿಸಲು ಕೃಷಿ ಇಲಾಖೆ, ಕೊಟ್ಟಿಗಾನಹಾಳ ಇಲಾಖೆಗಳ ತಳಮಟ್ಟದ ಅಧಿಕಾರಿಗಳು ರೈತ ಸಂಪರ್ಕ ಕೇಂದ್ರ ಅಥವಾ ಗ್ರಾಮ ಒನ್ ಕೇಂದ್ರಗಳಲ್ಲಿ ಸೆಂಟ್ರಲ್ ಐಡಿ ಮಾಡಿಸಿಕೊಳ್ಳಬಹುದಾಗಿದೆ ಎಂದು ಸಹಾಯಕ ಕೃಷಿ ನಿರ್ದೇಶಕರ ಕಚೇರಿಯ ಪ್ರಕಟಣೆ ತಿಳಿಸಿದೆ. bbox=[638, 2072, 936, 2198]
write-line: ವಾಟ್ಸ್ ಆಫ್ ನಂ bbox=[1330, 929, 1398, 945]
article-body-continued bbox=[332, 497, 935, 889]
headline-line1: ಕೇಂದ್ರ ಸರ್ಕಾರ ಯೋಜನೆಗಳನ್ನು ಪಡೆಯಲು bbox=[405, 1950, 855, 1988]
write-line: ಹೊಸಪೇಟೆ ಟೈಮ್ಸ್ ಕನ್ನಡ ದಿನಪತ್ರಿಕೆಗೆ bbox=[1289, 817, 1439, 833]
article-body bbox=[328, 2051, 936, 2400]
headline-line3: ಮಾ.7 ರಂದು ನೇರ ಸಂದರ್ಶನ bbox=[979, 117, 1182, 141]
brand-logo: ಹೊಸಪೇಟೆ ಟೈಮ್ಸ್ bbox=[1260, 298, 1468, 339]
headline-line1: 2022ನೇ ಸಾಲಿನ ರಾಜ್ಯ bbox=[973, 522, 1188, 553]
headline-line1: ತಳುವಗೇರಾ ಜಾತ್ರೆಯಲ್ಲಿ ನಡೆದ ಹತ್ಯೆ ಪ್ರಕರಣಕ್ಕೆ ತೀರ್ಪು: bbox=[71, 1470, 873, 1522]
headline-line2: ಮಟ್ಟದ ಪುಸ್ತಕ ಆಯ್ಕೆ ಪಟ್ಟಿ bbox=[968, 553, 1192, 585]
weather-row: ಗುರು : ಗರಿಷ್ಠ : $41^0$, ಕನಿಷ್ಠ : $29^0$ bbox=[1231, 1112, 1394, 1129]
article-murder-verdict bbox=[8, 1470, 936, 1602]
headline-line2: ರೈತರ ಸೆಂಟ್ರಲ್ ಐಡಿ ಕಡ್ಡಾಯ bbox=[477, 1988, 784, 2027]
paragraph: ಮಹಾನ್ ಸಂತರು. ಅವರ ಉಪದೇಶಗಳು ಮಾನವ ಜೀವನಕ್ಕೆ ದಾರಿ ದೀಪವಾಗಿವೆ ಎಂದು ಹೇಳಿದರು. ಈ ಸಂದರ್ಭದಲ್ಲಿ ಕನ್ನಡ ಮತ್ತು ಸಂಸ್ಕೃತಿ ಇಲಾಖೆಯ ಸಹಾಯಕ ನಿರ್ದೇಶಕರಾದ ಕೊಟ್ರೇಶ ಮರಬನಳ್ಳಿ, ವಾರ್ತಾ ಇಲಾಖೆಯ ಸಹಾಯಕ ನಿರ್ದೇಶಕರಾದ ಡಾ. ಸುರೇಶ ಜಿ., ಸಮಾಜದ ಮುಖಂಡರಾದ ಕೆ.ಶ್ರೀನಿವಾಸ ಕಟ್ಟಿಮನಿ, ನಾಗರಾಜ ಕನಕಗಿರಿ, bbox=[325, 1314, 625, 1403]
headline-line2: ಜಿಲ್ಲಾಡಳಿತದಿಂದ ಪುಷ್ಪ ನಮನ ಸಲ್ಲಿಕೆ bbox=[190, 958, 754, 1015]
paragraph: ದಿನಾಂಕ: 27-03-2019 ರಂದು ಕುಷ್ಟಗಿ ಪೊಲೀಸ್ ಠಾಣಾ ವ್ಯಾಪ್ತಿಯ ತಳುವಗೇರಾ ಗ್ರಾಮದಲ್ಲಿ ಕರಿಬಸವೇಶ್ವರ ಜಾತ್ರೆ ಸಂದರ್ಭದಲ್ಲಿ ನಡೆದ ಘಟನೆಗೆ ಸಂಬಂಧಿಸಿದಂತೆ ಪಿರ್ಯಾದಿದಾರರಾದ ಜಗದೀಶ ಹುಲ್ಲಾರ ತಂದೆ ಅವರ ಸ್ನೇಹಿತರು ಪಿಪಿ ಹಾಗೂ ಬಲೂನುಗಳನ್ನು ಖರೀದಿಸಿಕೊಂಡು ಬರುತ್ತಿದ್ದಾಗ ಗುಂಪು ಹಲ್ಲೆ ನಡೆಸಿದೆ. bbox=[19, 1685, 316, 1774]
conference-desk bbox=[328, 1247, 933, 1302]
headline-line1: ಶ್ರೀ ಯೋಗಿನಾರೇಯಣ ಯತೀಂದ್ರರ ಜಯಂತಿ: bbox=[124, 901, 820, 958]
paragraph: ವಿಮಾನಗಳ ನಿರ್ಬಂಧ ಮತ್ತು ಪ್ರಚಲಿತ ಸ್ಥಿತಿ: ಇರಾನ್, ಇಸ್ರೇಲ್, ಲೆಬನಾನ್, ಸೌದಿ ಅರೇಬಿಯಾ ಸೇರಿದಂತೆ ಒಟ್ಟು 11 ದೇಶಗಳ ವೈಮಾನಿಕ ವಲಯಗಳನ್ನು (ಏರ್‌ಸ್ಪೇಸ್) ಮಾರ್ಚ್ 2ರವರೆಗೆ ಮುಚ್ಚಲಾಗಿದೆ. bbox=[949, 1851, 1221, 1922]
ads-line: ಸಂಪರ್ಕಿಸಿ : bbox=[1339, 701, 1389, 716]
email-label: ಇ-ಮೇಲ್: bbox=[1230, 1033, 1279, 1049]
article-body bbox=[19, 1047, 322, 1443]
article-yogi-narayana-jayanti bbox=[8, 901, 936, 1041]
weather-row: ಬುಧ : ಗರಿಷ್ಠ : $40^0$, ಕನಿಷ್ಠ : $32^0$ bbox=[1231, 1167, 1389, 1185]
ads-line: ವಿದೇಶಿ ಪ್ರಯಾಣ, ಸ್ವದೇಶಾಗಮನ, bbox=[1295, 574, 1433, 590]
